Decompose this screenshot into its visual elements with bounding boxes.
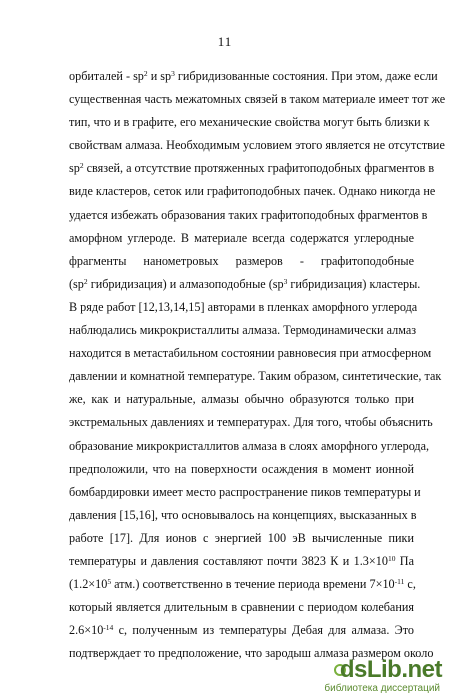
page-number: 11 <box>217 34 233 49</box>
text-run: удается избежать образования таких графитоподобных фрагментов в <box>69 207 428 222</box>
text-run: наблюдались микрокристаллиты алмаза. Термодинамически алмаз <box>69 323 417 338</box>
text-run: фрагменты нанометровых размеров - графитоподобные <box>69 253 414 268</box>
superscript: 3 <box>283 276 288 286</box>
text-run: с, полученным из температуры Дебая для алмаза. Это <box>113 623 414 638</box>
superscript: 3 <box>171 69 175 78</box>
text-line <box>69 435 430 458</box>
superscript: 2 <box>83 276 88 286</box>
dslib-watermark <box>312 656 442 694</box>
text-line <box>69 111 430 134</box>
text-run: предположили, что на поверхности осаждения в момент ионной <box>69 461 414 476</box>
text-run: (sp <box>69 276 84 291</box>
text-run: бомбардировки имеет место распространение пиков температуры и <box>69 484 421 499</box>
text-run: орбиталей - sp <box>69 69 144 83</box>
text-run: подтверждает то предположение, что зародыш алмаза размером около <box>69 646 434 661</box>
text-run: Па <box>395 553 414 568</box>
text-run: аморфном углероде. В материале всегда содержатся углеродные <box>69 230 414 245</box>
text-line <box>69 388 414 411</box>
text-line <box>69 180 436 203</box>
text-run: находится в метастабильном состоянии равновесия при атмосферном <box>69 346 432 361</box>
text-line <box>69 550 414 573</box>
body-text <box>69 65 446 665</box>
superscript: 2 <box>79 161 84 171</box>
text-run: экстремальных давлениях и температурах. Для того, чтобы объяснить <box>69 415 433 430</box>
text-line <box>69 319 417 342</box>
text-run: образование микрокристаллитов алмаза в слоях аморфного углерода, <box>69 438 430 453</box>
text-run: же, как и натуральные, алмазы обычно образуются только при <box>69 392 414 407</box>
text-line <box>69 619 414 642</box>
text-run: который является длительным в сравнении с периодом колебания <box>69 600 414 615</box>
text-line <box>69 296 418 319</box>
text-run: В ряде работ [12,13,14,15] авторами в пленках аморфного углерода <box>69 299 418 314</box>
text-run: давлении и комнатной температуре. Таким образом, синтетические, так <box>69 369 442 384</box>
text-run: связей, а отсутствие протяженных графитоподобных фрагментов в <box>83 161 435 176</box>
superscript: -14 <box>103 623 114 633</box>
text-run: атм.) соответственно в течение периода времени 7×10 <box>111 577 395 592</box>
text-run: с, <box>404 577 416 592</box>
text-run: тип, что и в графите, его механические свойства могут быть близки к <box>69 115 430 130</box>
superscript: -11 <box>394 577 405 587</box>
text-line <box>69 504 417 527</box>
text-line <box>69 365 442 388</box>
text-line <box>69 342 432 365</box>
text-line <box>69 250 414 273</box>
text-run: 2.6×10 <box>69 623 104 638</box>
text-run: температуры и давления составляют почти 3823 К и 1.3×10 <box>69 553 388 568</box>
text-run: давления [15,16], что основывалось на концепциях, высказанных в <box>69 507 417 522</box>
superscript: 5 <box>107 577 112 587</box>
text-line <box>69 596 414 619</box>
text-line <box>69 573 414 596</box>
text-line <box>69 88 446 111</box>
text-run: существенная часть межатомных связей в таком материале имеет тот же <box>69 92 446 107</box>
text-run: и sp <box>147 69 172 83</box>
text-line <box>69 481 421 504</box>
text-run: гибридизованные состояния. При этом, даже если <box>174 69 438 83</box>
superscript: 2 <box>143 69 148 78</box>
text-line <box>69 157 435 180</box>
text-line <box>69 527 414 550</box>
watermark-logo: dsLib.net <box>339 656 442 683</box>
text-run: виде кластеров, сеток или графитоподобных пачек. Однако никогда не <box>69 184 436 199</box>
text-run: гибридизация) кластеры. <box>287 276 421 291</box>
text-run: свойствам алмаза. Необходимым условием этого является не отсутствие <box>69 138 445 153</box>
text-line <box>69 204 428 227</box>
text-line <box>69 227 414 250</box>
text-run: работе [17]. Для ионов с энергией 100 эВ вычисленные пики <box>69 530 414 545</box>
text-line <box>69 273 421 296</box>
text-run: (1.2×10 <box>69 577 108 592</box>
text-line <box>69 458 414 481</box>
text-line <box>69 65 438 88</box>
text-line <box>69 134 445 157</box>
text-run: sp <box>69 161 80 176</box>
watermark-subtitle: библиотека диссертаций <box>324 683 440 694</box>
superscript: 10 <box>387 553 396 563</box>
text-line <box>69 411 433 434</box>
text-run: гибридизация) и алмазоподобные (sp <box>87 276 284 291</box>
